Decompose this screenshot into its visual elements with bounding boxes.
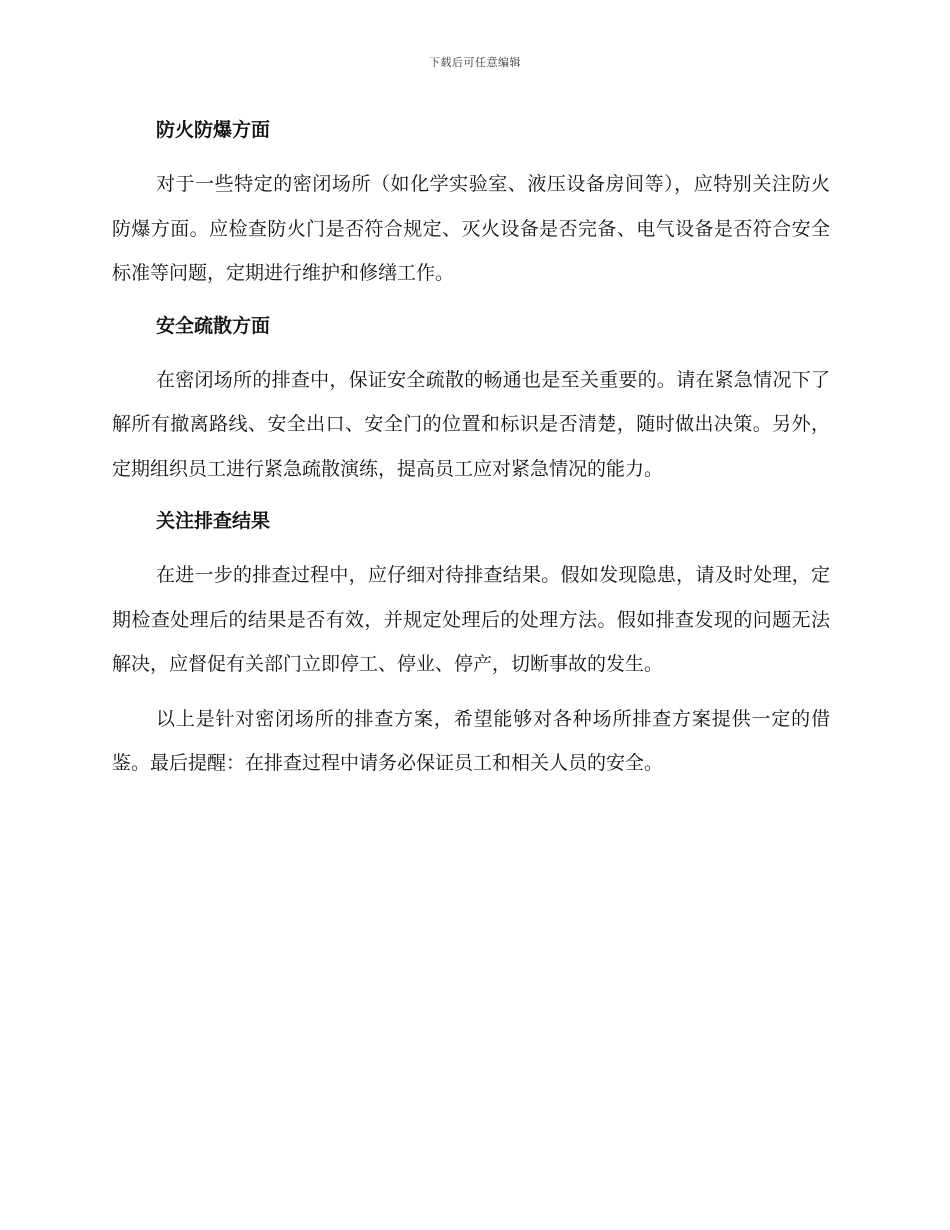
document-body xyxy=(112,110,830,786)
section-paragraph-fire: 对于一些特定的密闭场所（如化学实验室、液压设备房间等），应特别关注防火防爆方面。应检查防火门是否符合规定、灭火设备是否完备、电气设备是否符合安全标准等问题，定期进行维护和修缮工作。 xyxy=(112,173,830,284)
section-paragraph-evacuation: 在密闭场所的排查中，保证安全疏散的畅通也是至关重要的。请在紧急情况下了解所有撤离路线、安全出口、安全门的位置和标识是否清楚，随时做出决策。另外，定期组织员工进行紧急疏散演练，提高员工应对紧急情况的能力。 xyxy=(112,368,830,480)
section-paragraph-results: 在进一步的排查过程中，应仔细对待排查结果。假如发现隐患，请及时处理，定期检查处理后的结果是否有效，并规定处理后的处理方法。假如排查发现的问题无法解决，应督促有关部门立即停工、停业、停产，切断事故的发生。 xyxy=(112,564,830,675)
section-heading-results: 关注排查结果 xyxy=(156,510,271,532)
section-heading-evacuation: 安全疏散方面 xyxy=(156,314,271,337)
page-header: 下载后可任意编辑 xyxy=(429,56,521,69)
section-heading-fire: 防火防爆方面 xyxy=(156,119,271,141)
closing-paragraph: 以上是针对密闭场所的排查方案，希望能够对各种场所排查方案提供一定的借鉴。最后提醒：在排查过程中请务必保证员工和相关人员的安全。 xyxy=(112,707,830,774)
